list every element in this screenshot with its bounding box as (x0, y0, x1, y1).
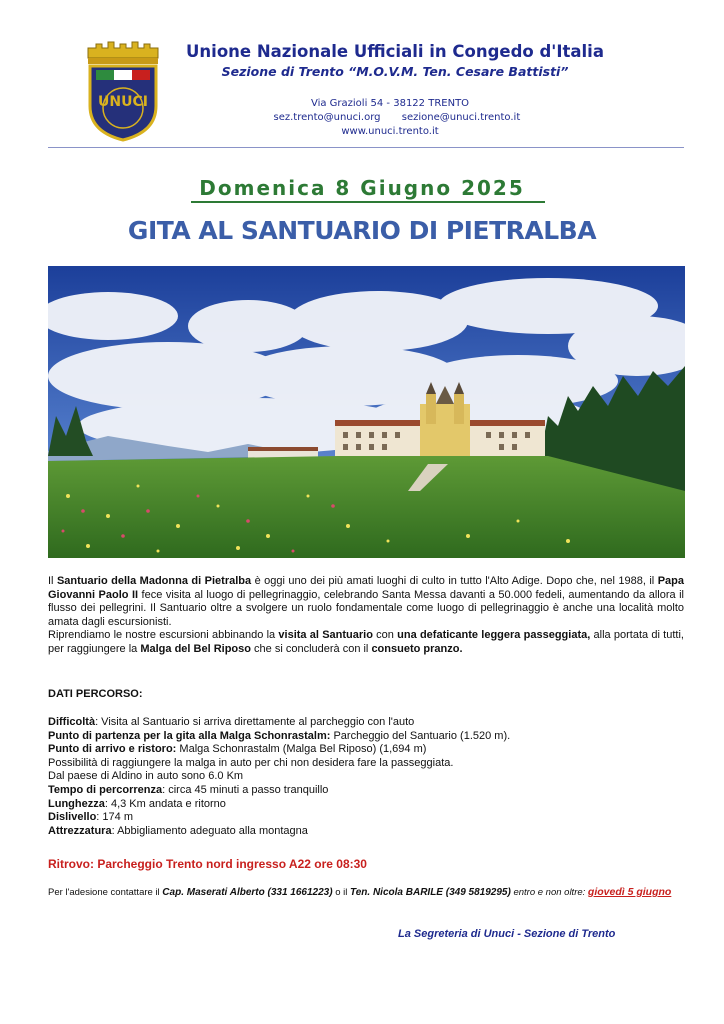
text-run: alla portata di tutti, per raggiungere la (48, 629, 684, 655)
email-link-sezione[interactable]: sezione@unuci.trento.it (401, 112, 521, 123)
text-run: : circa 45 minuti a passo tranquillo (162, 783, 329, 796)
meeting-point: Ritrovo: Parcheggio Trento nord ingresso A22 ore 08:30 (48, 857, 367, 871)
bold-run: visita al Santuario (278, 629, 373, 642)
text-run: Il (48, 575, 57, 587)
organization-name: Unione Nazionale Ufficiali in Congedo d'Italia (186, 42, 604, 61)
bold-run: una defaticante leggera passeggiata, (397, 629, 591, 642)
text-run: : 4,3 Km andata e ritorno (104, 797, 226, 810)
contact-line (48, 886, 708, 898)
bold-run: Attrezzatura (48, 824, 112, 837)
route-heading: DATI PERCORSO: (48, 688, 143, 700)
text-run: Riprendiamo le nostre escursioni abbinando la (48, 629, 279, 642)
bold-run: Punto di arrivo e ristoro: (48, 743, 177, 756)
text-run: Malga Schonrastalm (Malga Bel Riposo) (1,694 m) (176, 743, 427, 756)
route-details (48, 716, 688, 838)
route-detail-line (48, 757, 688, 771)
intro-paragraph-2 (48, 629, 684, 656)
event-date-underline (191, 201, 545, 203)
text-run: Parcheggio del Santuario (1.520 m). (330, 729, 511, 742)
text-run: con (372, 629, 398, 642)
text-run: Dal paese di Aldino in auto sono 6.0 Km (48, 770, 244, 783)
event-date: Domenica 8 Giugno 2025 (199, 176, 525, 200)
website-link[interactable]: www.unuci.trento.it (341, 126, 439, 137)
text-run: : Abbigliamento adeguato alla montagna (111, 824, 308, 837)
route-detail-line (48, 716, 688, 730)
postal-address: Via Grazioli 54 - 38122 TRENTO (310, 98, 470, 109)
text-run: Possibilità di raggiungere la malga in auto per chi non desidera fare la passeggiata. (48, 756, 454, 769)
contact-person-2: Ten. Nicola BARILE (349 5819295) (350, 887, 511, 898)
unuci-crest-logo (80, 40, 166, 144)
contact-middle: entro e non oltre: (510, 887, 588, 898)
contact-person-1: Cap. Maserati Alberto (331 1661223) (162, 887, 333, 898)
route-detail-line (48, 811, 688, 825)
route-detail-line (48, 784, 688, 798)
bold-run: Difficoltà (48, 716, 96, 728)
text-run: : 174 m (96, 811, 133, 824)
intro-text (48, 575, 684, 657)
route-detail-line (48, 825, 688, 839)
crest-text: UNUCI (98, 94, 148, 110)
text-run: che si concluderà con il (250, 642, 372, 655)
bold-run: Santuario della Madonna di Pietralba (56, 575, 252, 587)
registration-deadline: giovedì 5 giugno (587, 886, 672, 898)
text-run: fece visita al luogo di pellegrinaggio, celebrando Santa Messa davanti a 50.000 fedeli, aumentando da allora il flusso dei pellegrini. Il Santuario oltre a svolgere un ruolo fondamentale come luogo di pellegrinaggio è anche una località molto amata dagli escursionisti. (48, 588, 684, 628)
text-run: : Visita al Santuario si arriva direttamente al parcheggio con l'auto (95, 716, 415, 728)
bold-run: Punto di partenza per la gita alla Malga Schonrastalm: (48, 729, 331, 742)
intro-paragraph-1 (48, 575, 684, 629)
sanctuary-photo (48, 266, 685, 558)
contact-joiner: o il (332, 887, 350, 898)
bold-run: Tempo di percorrenza (48, 783, 163, 796)
route-detail-line (48, 743, 688, 757)
text-run: è oggi uno dei più amati luoghi di culto in tutto l'Alto Adige. Dopo che, nel 1988, il (251, 575, 658, 587)
bold-run: Dislivello (48, 811, 97, 824)
bold-run: Malga del Bel Riposo (140, 642, 251, 655)
section-name: Sezione di Trento “M.O.V.M. Ten. Cesare Battisti” (221, 64, 569, 79)
event-title: GITA AL SANTUARIO DI PIETRALBA (127, 216, 597, 245)
signature: La Segreteria di Unuci - Sezione di Trento (398, 928, 616, 940)
bold-run: consueto pranzo. (371, 642, 463, 655)
route-detail-line (48, 770, 688, 784)
bold-run: Lunghezza (48, 797, 105, 810)
contact-prefix: Per l'adesione contattare il (48, 887, 163, 898)
header-divider (48, 147, 684, 148)
email-link-sez[interactable]: sez.trento@unuci.org (273, 112, 381, 123)
route-detail-line (48, 798, 688, 812)
bold-run: Papa Giovanni Paolo II (48, 575, 684, 601)
route-detail-line (48, 730, 688, 744)
